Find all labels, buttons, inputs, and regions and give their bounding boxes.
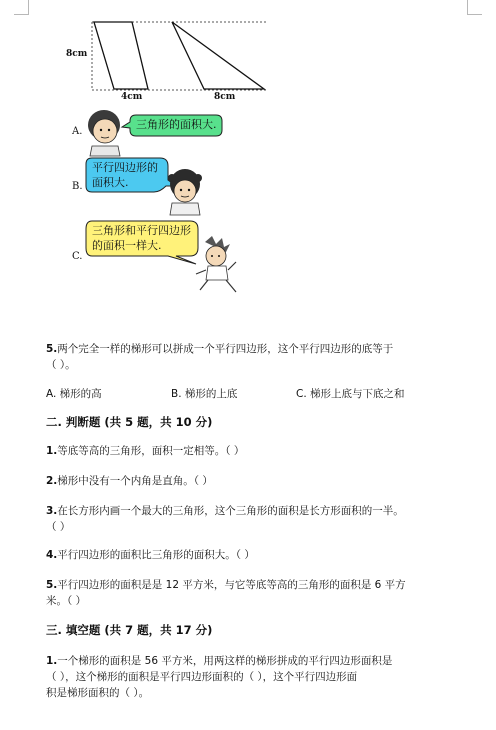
fill-item: 1.一个梯形的面积是 56 平方米，用两这样的梯形拼成的平行四边形面积是 (46, 655, 393, 667)
base-label-triangle: 8cm (214, 92, 236, 102)
fill-item-cont: 积是梯形面积的（ ）。 (46, 687, 150, 699)
parallelogram-shape (94, 22, 148, 89)
triangle-shape (172, 22, 264, 89)
speech-text-b: 平行四边形的 面积大. (92, 161, 158, 189)
question-5: 5.两个完全一样的梯形可以拼成一个平行四边形，这个平行四边形的底等于 (46, 343, 394, 355)
option-b-letter: B. (72, 181, 83, 192)
section-3-title: 三. 填空题 (共 7 题，共 17 分) (46, 623, 213, 637)
judge-item-cont: （ ） (46, 521, 71, 533)
base-label-parallelogram: 4cm (121, 92, 143, 102)
area-figure (92, 22, 268, 90)
kid-character-c (196, 236, 236, 292)
fill-item-cont: （ ），这个梯形的面积是平行四边形面积的（ ），这个平行四边形面 (46, 671, 358, 683)
option-a-letter: A. (72, 126, 83, 137)
question-5-cont: （ ）。 (46, 359, 76, 371)
boy-character-a (88, 110, 120, 156)
option-c-letter: C. (72, 251, 83, 262)
judge-item: 5.平行四边形的面积是是 12 平方米，与它等底等高的三角形的面积是 6 平方 (46, 579, 406, 591)
girl-character-b (168, 169, 202, 215)
speech-text-a: 三角形的面积大. (136, 118, 217, 131)
judge-item-cont: 米。（ ） (46, 595, 87, 607)
choice-c: C. 梯形上底与下底之和 (296, 388, 405, 400)
choice-b: B. 梯形的上底 (171, 388, 238, 400)
judge-item: 4.平行四边形的面积比三角形的面积大。（ ） (46, 549, 255, 561)
section-2-title: 二. 判断题 (共 5 题，共 10 分) (46, 415, 213, 429)
height-label: 8cm (66, 49, 88, 59)
choice-a: A. 梯形的高 (46, 388, 102, 400)
judge-item: 2.梯形中没有一个内角是直角。（ ） (46, 475, 213, 487)
judge-item: 1.等底等高的三角形，面积一定相等。（ ） (46, 445, 245, 457)
judge-item: 3.在长方形内画一个最大的三角形，这个三角形的面积是长方形面积的一半。 (46, 505, 404, 517)
speech-text-c: 三角形和平行四边形 的面积一样大. (92, 224, 191, 252)
